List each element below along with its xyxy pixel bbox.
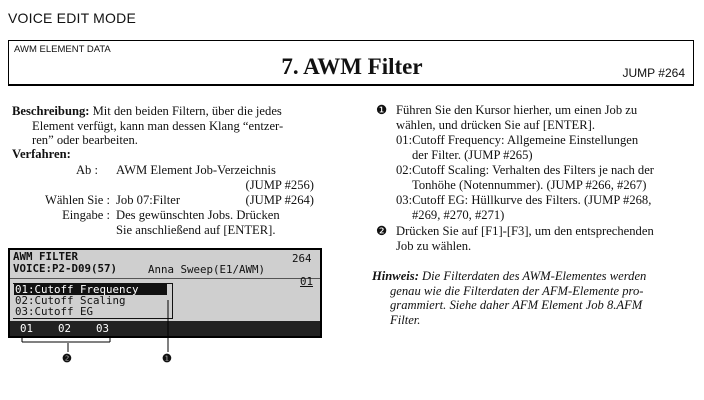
page-header: VOICE EDIT MODE bbox=[8, 10, 136, 26]
callout-marker-1: ❶ bbox=[162, 353, 172, 365]
lcd-menu-item[interactable]: 03:Cutoff EG bbox=[15, 305, 94, 318]
lcd-tab-f3[interactable]: 03 bbox=[96, 322, 110, 335]
step-1-option: 02:Cutoff Scaling: Verhalten des Filters je nach der bbox=[396, 163, 654, 177]
step-1-option: Tonhöhe (Notennummer). (JUMP #266, #267) bbox=[412, 178, 647, 192]
procedure-value: Job 07:Filter bbox=[116, 193, 181, 207]
description-text: Mit den beiden Filtern, über die jedes bbox=[89, 104, 282, 118]
note bbox=[372, 269, 692, 327]
section-title: 7. AWM Filter bbox=[281, 54, 423, 79]
procedure-label: Eingabe : bbox=[62, 208, 110, 222]
procedure-value: Des gewünschten Jobs. Drücken bbox=[116, 208, 280, 222]
procedure-value: AWM Element Job-Verzeichnis bbox=[116, 163, 276, 177]
lcd-menu-item[interactable]: 02:Cutoff Scaling bbox=[15, 294, 126, 307]
step-2-text: Job zu wählen. bbox=[396, 239, 472, 253]
lcd-page-number: 264 bbox=[292, 252, 312, 265]
step-2-bullet: ❷ bbox=[376, 224, 388, 238]
description-label: Beschreibung: bbox=[12, 104, 90, 118]
procedure-heading: Verfahren: bbox=[12, 147, 71, 161]
procedure-label: Ab : bbox=[75, 163, 98, 177]
jump-reference: JUMP #264 bbox=[622, 66, 685, 80]
lcd-tab-f2[interactable]: 02 bbox=[58, 322, 72, 335]
note-text: Die Filterdaten des AWM-Elementes werden bbox=[418, 269, 647, 283]
callout-marker-2: ❷ bbox=[62, 353, 72, 365]
step-1-option: der Filter. (JUMP #265) bbox=[412, 148, 533, 162]
procedure-jump: (JUMP #256) bbox=[245, 178, 314, 192]
procedure-jump: (JUMP #264) bbox=[245, 193, 314, 207]
step-1-text: Führen Sie den Kursor hierher, um einen Job zu bbox=[396, 103, 638, 117]
note-text: Filter. bbox=[390, 312, 421, 327]
note-label: Hinweis: bbox=[372, 269, 419, 283]
note-text: grammiert. Siehe daher AFM Element Job 8.AFM bbox=[390, 298, 643, 313]
description-text: Element verfügt, kann man dessen Klang “entzer- bbox=[32, 118, 284, 133]
lcd-voice-name: Anna Sweep(E1/AWM) bbox=[148, 263, 266, 276]
step-1-text: wählen, und drücken Sie auf [ENTER]. bbox=[396, 118, 595, 132]
lcd-element-number: 01 bbox=[300, 275, 314, 288]
step-1-option: #269, #270, #271) bbox=[412, 208, 505, 222]
lcd-voice: VOICE:P2-D09(57) bbox=[13, 262, 118, 275]
step-2-text: Drücken Sie auf [F1]-[F3], um den entsprechenden bbox=[396, 224, 654, 238]
note-text: genau wie die Filterdaten der AFM-Elemente pro- bbox=[390, 283, 644, 298]
section-label: AWM ELEMENT DATA bbox=[14, 44, 111, 55]
step-1-option: 01:Cutoff Frequency: Allgemeine Einstellungen bbox=[396, 133, 639, 147]
procedure-value: Sie anschließend auf [ENTER]. bbox=[116, 223, 276, 237]
description-text: ren” oder bearbeiten. bbox=[32, 133, 138, 148]
procedure-label: Wählen Sie : bbox=[44, 193, 110, 207]
lcd-title: AWM FILTER bbox=[13, 250, 79, 263]
step-1-option: 03:Cutoff EG: Hüllkurve des Filters. (JUMP #268, bbox=[396, 193, 652, 207]
step-1-bullet: ❶ bbox=[376, 103, 388, 117]
lcd-menu-item-selected[interactable]: 01:Cutoff Frequency bbox=[15, 283, 139, 296]
lcd-tab-f1[interactable]: 01 bbox=[20, 322, 34, 335]
